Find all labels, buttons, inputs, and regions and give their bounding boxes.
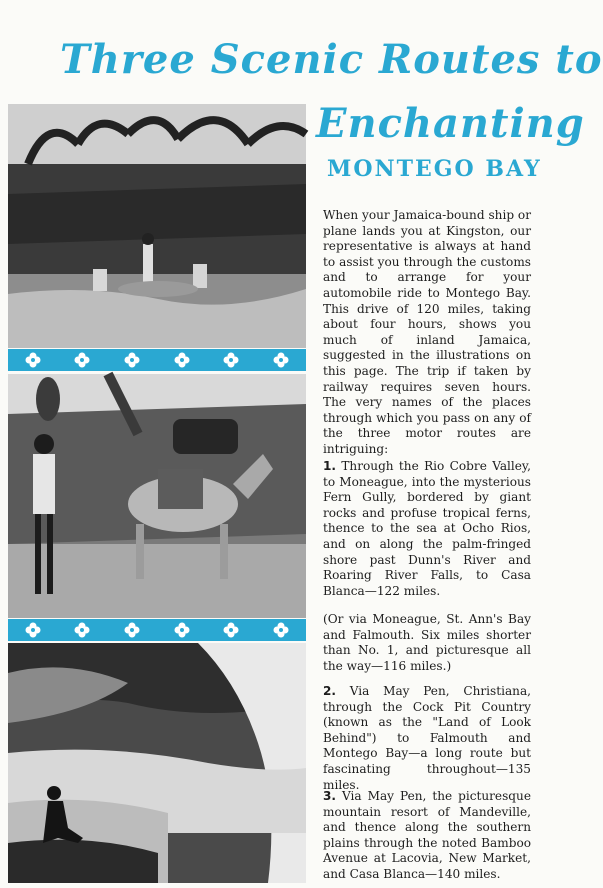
- flower-icon: [25, 352, 41, 368]
- flower-icon: [273, 622, 289, 638]
- flower-band-bottom: [8, 619, 306, 641]
- route-3-number: 3.: [323, 789, 337, 804]
- flower-icon: [223, 622, 239, 638]
- route-1: [323, 459, 531, 599]
- flower-band-top: [8, 349, 306, 371]
- photo-boy-donkey: [8, 374, 306, 618]
- title-line-2: Enchanting: [316, 100, 585, 147]
- route-1-note: (Or via Moneague, St. Ann's Bay and Falmouth. Six miles shorter than No. 1, and picturesque all the way—116 miles.): [323, 612, 531, 673]
- route-2: [323, 684, 531, 793]
- route-3-text: Via May Pen, the picturesque mountain resort of Mandeville, and thence along the southern plains through the noted Bamboo Avenue at Lacovia, New Market, and Casa Blanca—140 miles.: [323, 789, 531, 882]
- flower-icon: [223, 352, 239, 368]
- photo-river-palms: [8, 104, 306, 348]
- flower-icon: [25, 622, 41, 638]
- title-place: MONTEGO BAY: [327, 156, 542, 182]
- intro-paragraph: When your Jamaica-bound ship or plane lands you at Kingston, our representative is always at hand to assist you through the customs and to arrange for your automobile ride to Montego Bay. This drive of 120 miles, taking about four hours, shows you much of inland Jamaica, suggested in the illustrations on this page. The trip if taken by railway requires seven hours. The very names of the places through which you pass on any of the three motor routes are intriguing:: [323, 208, 531, 456]
- route-2-number: 2.: [323, 684, 337, 699]
- route-1-number: 1.: [323, 459, 337, 474]
- flower-icon: [74, 352, 90, 368]
- route-1-text: Through the Rio Cobre Valley, to Moneague, into the mysterious Fern Gully, bordered by giant rocks and profuse tropical ferns, thence to the sea at Ocho Rios, and on along the palm-fringed shore past Dunn's River and Roaring River Falls, to Casa Blanca—122 miles.: [323, 459, 531, 598]
- photo-waterfall: [8, 643, 306, 883]
- flower-icon: [174, 352, 190, 368]
- route-3: [323, 789, 531, 883]
- flower-icon: [124, 622, 140, 638]
- flower-icon: [74, 622, 90, 638]
- flower-icon: [273, 352, 289, 368]
- flower-icon: [174, 622, 190, 638]
- route-2-text: Via May Pen, Christiana, through the Cock Pit Country (known as the "Land of Look Behind") to Falmouth and Montego Bay—a long route but fascinating throughout—135 miles.: [323, 684, 531, 792]
- flower-icon: [124, 352, 140, 368]
- title-line-1: Three Scenic Routes to: [60, 36, 603, 83]
